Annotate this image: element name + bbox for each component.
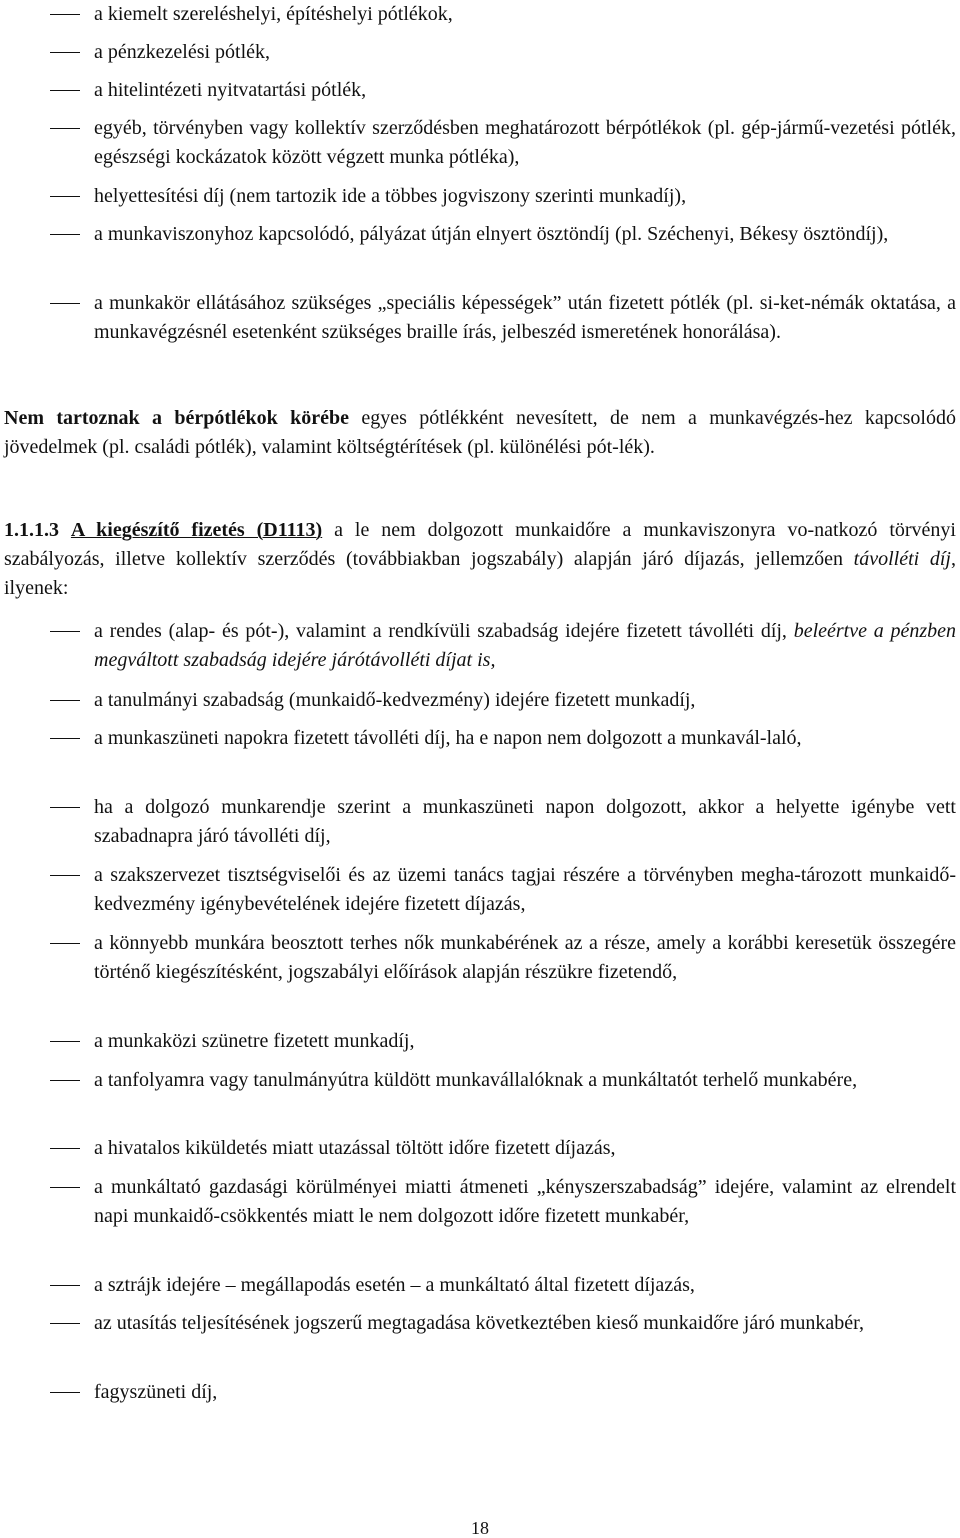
list-item-italic: beleértve a pénzben megváltott szabadság idejére járótávolléti díjat is,	[94, 620, 957, 671]
section-number: 1.1.1.3	[4, 519, 59, 541]
section-title: A kiegészítő fizetés (D1113)	[70, 519, 323, 541]
list-item: a munkáltató gazdasági körülményei miatti átmeneti „kényszerszabadság” idejére, valamint az elrendelt napi munkaidő-csökkentés miatt le nem dolgozott időre fizetett munkabér,	[94, 1173, 956, 1231]
list-item: a pénzkezelési pótlék,	[94, 38, 956, 67]
list-item: a tanfolyamra vagy tanulmányútra küldött munkavállalóknak a munkáltatót terhelő munkabére,	[94, 1066, 956, 1095]
list-item: egyéb, törvényben vagy kollektív szerződésben meghatározott bérpótlékok (pl. gép-jármű-vezetési pótlék, egészségi kockázatok között végzett munka pótléka),	[94, 114, 956, 172]
list-item: ha a dolgozó munkarendje szerint a munkaszüneti napon dolgozott, akkor a helyette igénybe vett szabadnapra járó távolléti díj,	[94, 793, 956, 851]
list-item: a kiemelt szereléshelyi, építéshelyi pótlékok,	[94, 0, 956, 29]
list-item: a tanulmányi szabadság (munkaidő-kedvezmény) idejére fizetett munkadíj,	[94, 686, 956, 715]
list-item: fagyszüneti díj,	[94, 1378, 956, 1407]
list-item: a munkaszüneti napokra fizetett távolléti díj, ha e napon nem dolgozott a munkavál-laló,	[94, 724, 956, 753]
list-item: a munkaviszonyhoz kapcsolódó, pályázat útján elnyert ösztöndíj (pl. Széchenyi, Békesy ösztöndíj),	[94, 220, 956, 249]
paragraph-text: egyes pótlékként nevesített, de nem a munkavégzés-hez kapcsolódó jövedelmek (pl. családi pótlék), valamint költségtérítések (pl. különélési pót-lék).	[4, 407, 956, 458]
list-item: a munkakör ellátásához szükséges „speciális képességek” után fizetett pótlék (pl. si-ket-némák oktatása, a munkavégzésnél esetenként szükséges braille írás, jelbeszéd ismeretének honorálása).	[94, 289, 956, 347]
list-item: a hivatalos kiküldetés miatt utazással töltött időre fizetett díjazás,	[94, 1134, 956, 1163]
section-text-end: , ilyenek:	[4, 548, 956, 599]
section-paragraph	[4, 516, 956, 603]
list-item: helyettesítési díj (nem tartozik ide a többes jogviszony szerinti munkadíj),	[94, 182, 956, 211]
list-item	[94, 617, 956, 675]
section-italic: távolléti díj	[853, 548, 951, 570]
list-item: a sztrájk idejére – megállapodás esetén – a munkáltató által fizetett díjazás,	[94, 1271, 956, 1300]
list-item-text: a rendes (alap- és pót-), valamint a rendkívüli szabadság idejére fizetett távolléti díj,	[94, 620, 794, 642]
list-item: a könnyebb munkára beosztott terhes nők munkabérének az a része, amely a korábbi keresetük összegére történő kiegészítésként, jogszabályi előírások alapján részükre fizetendő,	[94, 929, 956, 987]
list-item: az utasítás teljesítésének jogszerű megtagadása következtében kieső munkaidőre járó munkabér,	[94, 1309, 956, 1338]
section-text: a le nem dolgozott munkaidőre a munkaviszonyra vo-natkozó törvényi szabályozás, illetve kollektív szerződés (továbbiakban jogszabály) alapján járó díjazás, jellemzően	[4, 519, 956, 570]
list-item: a hitelintézeti nyitvatartási pótlék,	[94, 76, 956, 105]
not-included-paragraph	[4, 404, 956, 462]
list-item: a szakszervezet tisztségviselői és az üzemi tanács tagjai részére a törvényben megha-tározott munkaidő-kedvezmény igénybevételének idejére fizetett díjazás,	[94, 861, 956, 919]
list-item: a munkaközi szünetre fizetett munkadíj,	[94, 1027, 956, 1056]
bold-lead: Nem tartoznak a bérpótlékok körébe	[4, 407, 349, 429]
page-number: 18	[471, 1518, 489, 1538]
